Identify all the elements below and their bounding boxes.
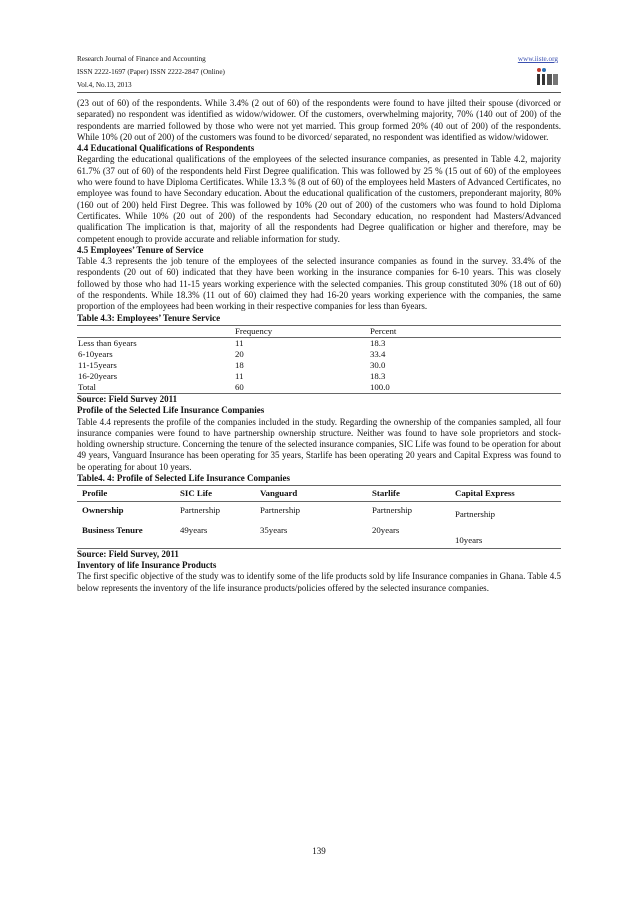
section-heading-4-5: 4.5 Employees’ Tenure of Service [77,244,204,255]
journal-title: Research Journal of Finance and Accounting [77,55,206,63]
table-cell: 11-15years [78,359,117,370]
table-header-cell: Frequency [234,325,369,337]
page-body [77,98,561,594]
table-header-cell: Percent [369,325,561,337]
table-row [77,360,561,371]
table-cell: 6-10years [78,348,113,359]
table-cell: Partnership [455,508,496,519]
table-cell: 10years [450,522,561,549]
table-row [77,501,561,522]
table-4-3 [77,325,561,394]
table-cell: 33.4 [370,348,386,359]
section-heading-profile: Profile of the Selected Life Insurance Companies [77,405,265,416]
tenure-paragraph: Table 4.3 represents the job tenure of the employees of the selected insurance companies as found in the survey. 33.4% of the respondents (20 out of 60) indicated that they have been working in the insurance companies for 6-10 years. This was closely followed by those who had 11-15 years working experience with the selected companies. This group constituted 30% (18 out of 60) of the respondents. While 18.3% (11 out of 60) claimed they had 16-20 years working experience with the companies, the same proportion of the employees had been working in their respective companies for less than 6years. [77,256,561,312]
table-4-4-caption: Table4. 4: Profile of Selected Life Insurance Companies [77,473,290,484]
table-cell: 11 [235,337,244,348]
table-cell: Partnership [260,504,301,515]
profile-paragraph: Table 4.4 represents the profile of the companies included in the study. Regarding the ownership of the companies sampled, all four insurance companies were found to have partnership ownership structure. Neither was found to have sole proprietors and stock-holding ownership structure. Concerning the tenure of the selected insurance companies, SIC Life was found to be operation for about 49 years, Vanguard Insurance has been operating for 35 years, Starlife has been operating 20 years and Capital Express was found to be operating for about 10 years. [77,416,561,472]
journal-volume: Vol.4, No.13, 2013 [77,81,132,89]
table-row-header: Business Tenure [77,522,175,549]
table-total-row [77,382,561,394]
table-cell: 18.3 [370,370,386,381]
table-cell: 20years [367,522,450,549]
section-heading-inventory: Inventory of life Insurance Products [77,559,217,570]
iiste-logo-icon [535,67,559,89]
table-row [77,371,561,382]
section-heading-4-4: 4.4 Educational Qualifications of Respondents [77,143,255,154]
inventory-paragraph: The first specific objective of the study was to identify some of the life products sold by life Insurance companies in Ghana. Table 4.5 below represents the inventory of the life insurance products/policies offered by the selected insurance companies. [77,571,561,593]
header-rule [77,92,561,93]
table-cell: Partnership [372,504,413,515]
table-cell: 18 [235,359,244,370]
education-paragraph: Regarding the educational qualifications of the employees of the selected insurance companies, as presented in Table 4.2, majority 61.7% (37 out of 60) of the respondents held First Degree qualification. This was followed by 25 % (15 out of 60) of the employees who were found to have Diploma Certificates. While 13.3 % (8 out of 60) of the employees held Masters of Advanced Certificates, no employee was found to have Secondary education. About the educational qualification of the customers, preponderant majority, 80% (160 out of 200) held First Degree. This was followed by 10% (20 out of 200) of the customers who was found to hold Diploma Certificates. While 10% (20 out of 200) of the respondents had Secondary education, no respondent had Masters/Advanced qualification The implication is that, majority of all the respondents had Degree qualification or higher and therefore, may be competent enough to provide accurate and reliable information for study. [77,154,561,244]
table-cell: 18.3 [370,337,386,348]
table-header-cell [77,325,234,337]
table-cell: 100.0 [369,382,561,394]
table-header-cell: Profile [77,486,175,501]
table-cell: Less than 6years [78,337,137,348]
table-cell: 20 [235,348,244,359]
table-4-3-caption: Table 4.3: Employees’ Tenure Service [77,312,221,323]
table-cell: 49years [175,522,255,549]
table-cell: 60 [234,382,369,394]
source-note: Source: Field Survey 2011 [77,393,178,404]
intro-paragraph: (23 out of 60) of the respondents. While 3.4% (2 out of 60) of the respondents were found to have jilted their spouse (divorced or separated) no respondent was identified as widow/widower. Of the customers, overwhelming majority, 70% (140 out of 200) of the respondents are married followed by those who were not yet married. This group formed 20% (40 out of 200) of the respondents. While 10% (20 out of 200) of the customers was found to be divorced/ separated, no respondent was identified as widow/widower. [77,98,561,142]
table-cell: Partnership [180,504,221,515]
table-row [77,522,561,549]
table-header-cell: SIC Life [175,486,255,501]
page-number: 139 [312,846,326,856]
table-header-cell: Vanguard [255,486,367,501]
table-cell: Total [77,382,234,394]
table-row [77,337,561,349]
table-cell: 35years [255,522,367,549]
table-row [77,349,561,360]
journal-website-link[interactable]: www.iiste.org [517,55,558,63]
table-cell: 30.0 [370,359,386,370]
journal-issn: ISSN 2222-1697 (Paper) ISSN 2222-2847 (Online) [77,68,225,76]
table-header-cell: Capital Express [450,486,561,501]
table-4-4 [77,485,561,548]
table-row-header: Ownership [82,504,124,515]
table-header-cell: Starlife [367,486,450,501]
table-cell: 16-20years [78,370,118,381]
source-note: Source: Field Survey, 2011 [77,548,179,559]
table-cell: 11 [235,370,244,381]
